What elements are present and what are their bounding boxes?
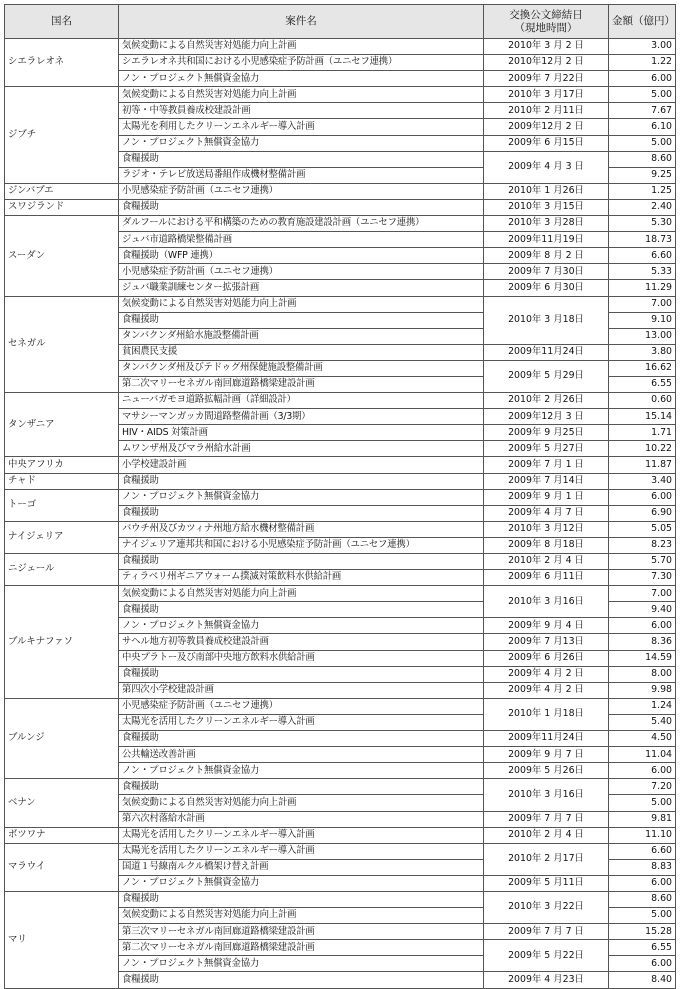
date-cell: 2009年 5 月11日 xyxy=(484,875,609,891)
project-cell: 食糧援助 xyxy=(119,199,484,215)
amount-cell: 7.00 xyxy=(609,586,676,602)
date-cell: 2009年 4 月23日 xyxy=(484,972,609,988)
table-row xyxy=(5,554,676,570)
project-cell: 食糧援助 xyxy=(119,731,484,747)
date-cell: 2009年12月 2 日 xyxy=(484,119,609,135)
project-cell: 第四次小学校建設計画 xyxy=(119,682,484,698)
table-row xyxy=(5,779,676,795)
amount-cell: 5.05 xyxy=(609,521,676,537)
table-header xyxy=(5,5,676,39)
project-cell: 食糧援助 xyxy=(119,554,484,570)
amount-cell: 5.00 xyxy=(609,795,676,811)
date-cell: 2010年12月 2 日 xyxy=(484,55,609,71)
amount-cell: 9.40 xyxy=(609,602,676,618)
amount-cell: 8.83 xyxy=(609,859,676,875)
amount-cell: 11.04 xyxy=(609,747,676,763)
amount-cell: 5.00 xyxy=(609,87,676,103)
amount-cell: 4.50 xyxy=(609,731,676,747)
table-row xyxy=(5,457,676,473)
project-cell: ナイジェリア連邦共和国における小児感染症予防計画（ユニセフ連携） xyxy=(119,537,484,553)
amount-cell: 6.00 xyxy=(609,875,676,891)
header-country: 国名 xyxy=(5,5,119,39)
project-cell: 第三次マリーセネガル南回廊道路橋梁建設計画 xyxy=(119,924,484,940)
country-cell: ナイジェリア xyxy=(5,521,119,553)
date-cell: 2009年11月19日 xyxy=(484,232,609,248)
project-cell: シエラレオネ共和国における小児感染症予防計画（ユニセフ連携） xyxy=(119,55,484,71)
amount-cell: 9.81 xyxy=(609,811,676,827)
project-cell: バウチ州及びカツィナ州地方給水機材整備計画 xyxy=(119,521,484,537)
project-cell: ニューバガモヨ道路拡幅計画（詳細設計） xyxy=(119,393,484,409)
project-cell: 食糧援助 xyxy=(119,312,484,328)
project-cell: 太陽光を利用したクリーンエネルギー導入計画 xyxy=(119,119,484,135)
amount-cell: 5.33 xyxy=(609,264,676,280)
amount-cell: 6.60 xyxy=(609,248,676,264)
amount-cell: 15.14 xyxy=(609,409,676,425)
amount-cell: 11.10 xyxy=(609,827,676,843)
project-cell: 公共輸送改善計画 xyxy=(119,747,484,763)
project-cell: 小学校建設計画 xyxy=(119,457,484,473)
amount-cell: 7.67 xyxy=(609,103,676,119)
project-cell: 第二次マリーセネガル南回廊道路橋梁建設計画 xyxy=(119,940,484,956)
project-cell: 食糧援助（WFP 連携） xyxy=(119,248,484,264)
country-cell: マリ xyxy=(5,891,119,988)
date-cell: 2010年 1 月26日 xyxy=(484,183,609,199)
amount-cell: 8.23 xyxy=(609,537,676,553)
date-cell: 2010年 2 月 4 日 xyxy=(484,554,609,570)
amount-cell: 9.10 xyxy=(609,312,676,328)
date-cell: 2009年 8 月18日 xyxy=(484,537,609,553)
project-cell: 気候変動による自然災害対処能力向上計画 xyxy=(119,795,484,811)
project-cell: ノン・プロジェクト無償資金協力 xyxy=(119,489,484,505)
amount-cell: 16.62 xyxy=(609,360,676,376)
project-cell: 小児感染症予防計画（ユニセフ連携） xyxy=(119,183,484,199)
date-cell: 2009年 7 月22日 xyxy=(484,71,609,87)
project-cell: 食糧援助 xyxy=(119,779,484,795)
amount-cell: 11.87 xyxy=(609,457,676,473)
project-cell: 太陽光を活用したクリーンエネルギー導入計画 xyxy=(119,827,484,843)
project-cell: タンバクンダ州給水施設整備計画 xyxy=(119,328,484,344)
date-cell: 2009年 5 月26日 xyxy=(484,763,609,779)
date-cell: 2009年 7 月 1 日 xyxy=(484,457,609,473)
date-cell: 2009年 9 月 1 日 xyxy=(484,489,609,505)
date-cell: 2010年 2 月17日 xyxy=(484,843,609,875)
amount-cell: 14.59 xyxy=(609,650,676,666)
project-cell: ティラベリ州ギニアウォーム撲滅対策飲料水供給計画 xyxy=(119,570,484,586)
table-row xyxy=(5,698,676,714)
project-cell: ダルフールにおける平和構築のための教育施設建設計画（ユニセフ連携） xyxy=(119,216,484,232)
table-row xyxy=(5,199,676,215)
date-cell: 2009年 8 月 2 日 xyxy=(484,248,609,264)
amount-cell: 9.98 xyxy=(609,682,676,698)
amount-cell: 5.40 xyxy=(609,714,676,730)
date-cell: 2009年11月24日 xyxy=(484,731,609,747)
amount-cell: 8.60 xyxy=(609,891,676,907)
date-cell: 2010年 3 月 2 日 xyxy=(484,39,609,55)
date-cell: 2009年 7 月14日 xyxy=(484,473,609,489)
amount-cell: 5.30 xyxy=(609,216,676,232)
date-cell: 2009年 7 月30日 xyxy=(484,264,609,280)
amount-cell: 1.22 xyxy=(609,55,676,71)
date-cell: 2009年 4 月 2 日 xyxy=(484,682,609,698)
country-cell: トーゴ xyxy=(5,489,119,521)
date-cell: 2010年 3 月22日 xyxy=(484,891,609,923)
header-amount: 金額（億円） xyxy=(609,5,676,39)
date-cell: 2009年 9 月25日 xyxy=(484,425,609,441)
amount-cell: 8.40 xyxy=(609,972,676,988)
amount-cell: 3.40 xyxy=(609,473,676,489)
project-cell: サヘル地方初等教員養成校建設計画 xyxy=(119,634,484,650)
amount-cell: 15.28 xyxy=(609,924,676,940)
date-cell: 2009年 4 月 3 日 xyxy=(484,151,609,183)
table-row xyxy=(5,393,676,409)
project-cell: 中央プラトー及び南部中央地方飲料水供給計画 xyxy=(119,650,484,666)
header-date-line2: （現地時間） xyxy=(514,21,578,34)
header-date xyxy=(484,5,609,39)
project-cell: HIV・AIDS 対策計画 xyxy=(119,425,484,441)
project-cell: 太陽光を活用したクリーンエネルギー導入計画 xyxy=(119,714,484,730)
amount-cell: 2.40 xyxy=(609,199,676,215)
amount-cell: 1.24 xyxy=(609,698,676,714)
country-cell: スワジランド xyxy=(5,199,119,215)
project-cell: ラジオ・テレビ放送局番組作成機材整備計画 xyxy=(119,167,484,183)
date-cell: 2010年 3 月18日 xyxy=(484,296,609,344)
table-row xyxy=(5,843,676,859)
date-cell: 2009年 4 月 2 日 xyxy=(484,666,609,682)
table-row xyxy=(5,473,676,489)
amount-cell: 8.00 xyxy=(609,666,676,682)
country-cell: ボツワナ xyxy=(5,827,119,843)
amount-cell: 7.30 xyxy=(609,570,676,586)
table-row xyxy=(5,827,676,843)
country-cell: チャド xyxy=(5,473,119,489)
project-cell: ノン・プロジェクト無償資金協力 xyxy=(119,71,484,87)
project-cell: 食糧援助 xyxy=(119,972,484,988)
table-row xyxy=(5,216,676,232)
project-cell: 気候変動による自然災害対処能力向上計画 xyxy=(119,39,484,55)
amount-cell: 5.00 xyxy=(609,908,676,924)
amount-cell: 5.70 xyxy=(609,554,676,570)
table-row xyxy=(5,39,676,55)
project-cell: ノン・プロジェクト無償資金協力 xyxy=(119,875,484,891)
table-body xyxy=(5,39,676,989)
table-row xyxy=(5,521,676,537)
project-cell: 国道１号線南ルクル橋架け替え計画 xyxy=(119,859,484,875)
country-cell: シエラレオネ xyxy=(5,39,119,87)
table-row xyxy=(5,489,676,505)
table-row xyxy=(5,891,676,907)
project-cell: 食糧援助 xyxy=(119,602,484,618)
date-cell: 2009年 5 月27日 xyxy=(484,441,609,457)
amount-cell: 3.80 xyxy=(609,344,676,360)
country-cell: 中央アフリカ xyxy=(5,457,119,473)
project-cell: 食糧援助 xyxy=(119,666,484,682)
date-cell: 2009年 4 月 7 日 xyxy=(484,505,609,521)
date-cell: 2010年 3 月28日 xyxy=(484,216,609,232)
amount-cell: 6.55 xyxy=(609,376,676,392)
project-cell: ムワンザ州及びマラ州給水計画 xyxy=(119,441,484,457)
country-cell: ジブチ xyxy=(5,87,119,184)
date-cell: 2009年 9 月 7 日 xyxy=(484,747,609,763)
project-cell: 貧困農民支援 xyxy=(119,344,484,360)
amount-cell: 6.00 xyxy=(609,71,676,87)
date-cell: 2010年 1 月18日 xyxy=(484,698,609,730)
amount-cell: 6.00 xyxy=(609,489,676,505)
date-cell: 2010年 3 月16日 xyxy=(484,779,609,811)
amount-cell: 7.20 xyxy=(609,779,676,795)
table-row xyxy=(5,87,676,103)
date-cell: 2009年11月24日 xyxy=(484,344,609,360)
project-cell: ジュバ職業訓練センター拡張計画 xyxy=(119,280,484,296)
amount-cell: 18.73 xyxy=(609,232,676,248)
amount-cell: 6.10 xyxy=(609,119,676,135)
date-cell: 2009年 6 月11日 xyxy=(484,570,609,586)
country-cell: ベナン xyxy=(5,779,119,827)
project-cell: 気候変動による自然災害対処能力向上計画 xyxy=(119,296,484,312)
country-cell: タンザニア xyxy=(5,393,119,457)
date-cell: 2010年 3 月16日 xyxy=(484,586,609,618)
date-cell: 2009年 7 月 7 日 xyxy=(484,924,609,940)
project-cell: ノン・プロジェクト無償資金協力 xyxy=(119,763,484,779)
country-cell: スーダン xyxy=(5,216,119,296)
project-cell: ノン・プロジェクト無償資金協力 xyxy=(119,135,484,151)
date-cell: 2010年 2 月 4 日 xyxy=(484,827,609,843)
amount-cell: 6.55 xyxy=(609,940,676,956)
amount-cell: 13.00 xyxy=(609,328,676,344)
project-cell: ノン・プロジェクト無償資金協力 xyxy=(119,956,484,972)
country-cell: ブルンジ xyxy=(5,698,119,778)
project-cell: 食糧援助 xyxy=(119,891,484,907)
amount-cell: 8.36 xyxy=(609,634,676,650)
header-row xyxy=(5,5,676,39)
amount-cell: 3.00 xyxy=(609,39,676,55)
project-cell: 気候変動による自然災害対処能力向上計画 xyxy=(119,586,484,602)
project-cell: マサシーマンガッカ間道路整備計画（3/3期） xyxy=(119,409,484,425)
project-cell: 気候変動による自然災害対処能力向上計画 xyxy=(119,908,484,924)
date-cell: 2009年 7 月 7 日 xyxy=(484,811,609,827)
date-cell: 2010年 2 月11日 xyxy=(484,103,609,119)
amount-cell: 7.00 xyxy=(609,296,676,312)
date-cell: 2010年 2 月26日 xyxy=(484,393,609,409)
project-cell: 気候変動による自然災害対処能力向上計画 xyxy=(119,87,484,103)
table-row xyxy=(5,296,676,312)
amount-cell: 6.60 xyxy=(609,843,676,859)
table-row xyxy=(5,586,676,602)
project-cell: 食糧援助 xyxy=(119,151,484,167)
country-cell: マラウイ xyxy=(5,843,119,891)
project-cell: 第二次マリーセネガル南回廊道路橋梁建設計画 xyxy=(119,376,484,392)
project-cell: ノン・プロジェクト無償資金協力 xyxy=(119,618,484,634)
table-row xyxy=(5,183,676,199)
date-cell: 2010年 3 月17日 xyxy=(484,87,609,103)
project-cell: ジュバ市道路橋梁整備計画 xyxy=(119,232,484,248)
amount-cell: 0.60 xyxy=(609,393,676,409)
project-cell: 第六次村落給水計画 xyxy=(119,811,484,827)
date-cell: 2009年 7 月13日 xyxy=(484,634,609,650)
grant-aid-table xyxy=(4,4,676,989)
date-cell: 2009年 6 月30日 xyxy=(484,280,609,296)
date-cell: 2009年 5 月22日 xyxy=(484,940,609,972)
amount-cell: 11.29 xyxy=(609,280,676,296)
project-cell: 小児感染症予防計画（ユニセフ連携） xyxy=(119,264,484,280)
amount-cell: 6.00 xyxy=(609,618,676,634)
date-cell: 2010年 3 月15日 xyxy=(484,199,609,215)
date-cell: 2009年 9 月 4 日 xyxy=(484,618,609,634)
amount-cell: 8.60 xyxy=(609,151,676,167)
header-date-line1: 交換公文締結日 xyxy=(509,8,583,21)
country-cell: セネガル xyxy=(5,296,119,393)
country-cell: ブルキナファソ xyxy=(5,586,119,699)
amount-cell: 10.22 xyxy=(609,441,676,457)
country-cell: ニジェール xyxy=(5,554,119,586)
date-cell: 2010年 3 月12日 xyxy=(484,521,609,537)
amount-cell: 9.25 xyxy=(609,167,676,183)
country-cell: ジンバブエ xyxy=(5,183,119,199)
project-cell: 食糧援助 xyxy=(119,473,484,489)
date-cell: 2009年12月 3 日 xyxy=(484,409,609,425)
date-cell: 2009年 5 月29日 xyxy=(484,360,609,392)
date-cell: 2009年 6 月15日 xyxy=(484,135,609,151)
header-project: 案件名 xyxy=(119,5,484,39)
amount-cell: 1.25 xyxy=(609,183,676,199)
project-cell: 初等・中等教員養成校建設計画 xyxy=(119,103,484,119)
amount-cell: 5.00 xyxy=(609,135,676,151)
amount-cell: 1.71 xyxy=(609,425,676,441)
project-cell: 小児感染症予防計画（ユニセフ連携） xyxy=(119,698,484,714)
project-cell: 太陽光を活用したクリーンエネルギー導入計画 xyxy=(119,843,484,859)
project-cell: タンバクンダ州及びテドゥグ州保健施設整備計画 xyxy=(119,360,484,376)
project-cell: 食糧援助 xyxy=(119,505,484,521)
date-cell: 2009年 6 月26日 xyxy=(484,650,609,666)
amount-cell: 6.90 xyxy=(609,505,676,521)
amount-cell: 6.00 xyxy=(609,763,676,779)
amount-cell: 6.00 xyxy=(609,956,676,972)
